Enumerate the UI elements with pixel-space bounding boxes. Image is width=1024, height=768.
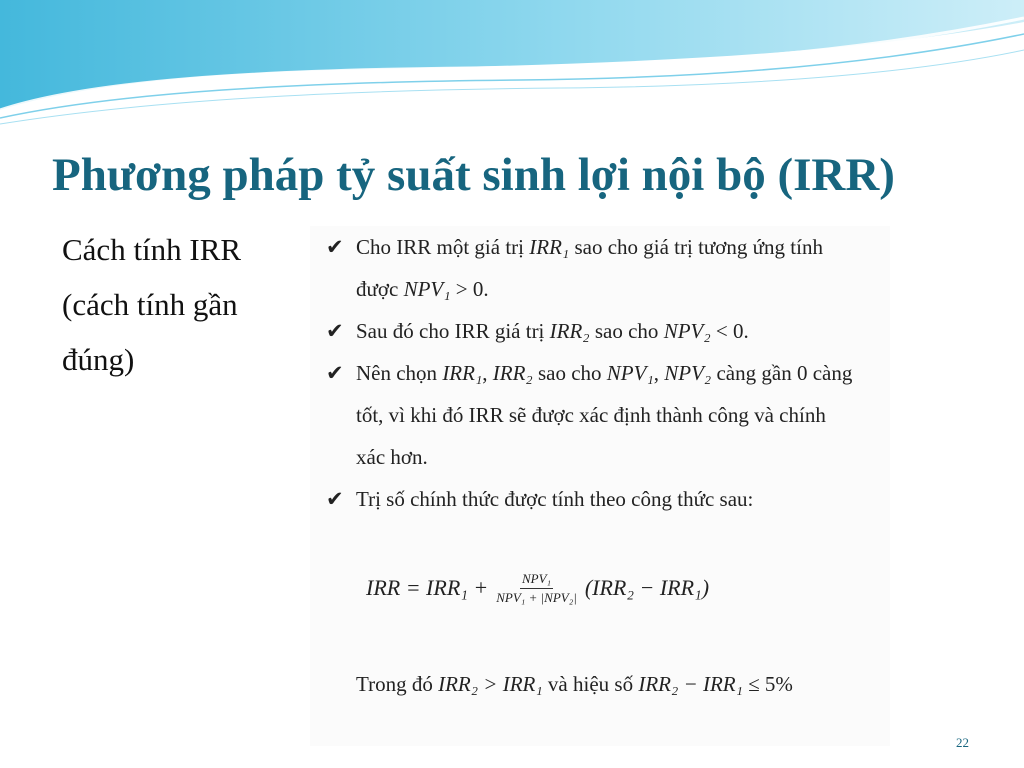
math-term: NPV₂ bbox=[664, 361, 712, 385]
condition-text: và hiệu số bbox=[542, 672, 639, 696]
math-term: NPV₂ bbox=[663, 319, 711, 343]
formula-numerator: NPV₁ bbox=[520, 571, 553, 589]
math-term: IRR₁ bbox=[529, 235, 570, 259]
method-label-line: (cách tính gần bbox=[62, 287, 238, 322]
condition-text: ≤ 5% bbox=[742, 672, 793, 696]
bullet-list bbox=[324, 226, 854, 520]
method-label-line: Cách tính IRR bbox=[62, 232, 242, 267]
check-icon: ✔ bbox=[326, 487, 344, 511]
bullet-text: Trị số chính thức được tính theo công thức sau: bbox=[356, 487, 754, 511]
math-term: IRR₂ > IRR₁ bbox=[438, 672, 543, 696]
math-term: IRR₁ bbox=[442, 361, 483, 385]
method-label-line: đúng) bbox=[62, 342, 135, 377]
bullet-text: > 0. bbox=[450, 277, 489, 301]
bullet-text: Cho IRR một giá trị bbox=[356, 235, 530, 259]
header-wave-decoration bbox=[0, 0, 1024, 130]
page-number: 22 bbox=[956, 735, 969, 750]
math-term: IRR₂ − IRR₁ bbox=[638, 672, 743, 696]
bullet-item bbox=[324, 226, 854, 310]
math-term: NPV₁ bbox=[403, 277, 451, 301]
bullet-item bbox=[324, 352, 854, 478]
bullet-text: < 0. bbox=[710, 319, 749, 343]
formula-rhs: (IRR₂ − IRR₁) bbox=[584, 575, 710, 600]
bullet-text: , bbox=[653, 361, 665, 385]
method-label bbox=[62, 222, 302, 387]
math-term: IRR₂ bbox=[549, 319, 590, 343]
bullet-text: Nên chọn bbox=[356, 361, 443, 385]
check-icon: ✔ bbox=[326, 319, 344, 343]
formula-lhs: IRR = IRR₁ + bbox=[366, 575, 489, 600]
condition-text: Trong đó bbox=[356, 672, 439, 696]
math-term: IRR₂ bbox=[492, 361, 533, 385]
formula-denominator: NPV₁ + |NPV₂| bbox=[496, 589, 577, 605]
content-panel bbox=[310, 226, 890, 746]
math-term: NPV₁ bbox=[606, 361, 654, 385]
formula-fraction bbox=[496, 571, 577, 606]
bullet-item bbox=[324, 478, 854, 520]
bullet-item bbox=[324, 310, 854, 352]
bullet-text: càng gần 0 càng tốt, vì khi đó IRR sẽ được xác định thành công và chính xác hơn. bbox=[356, 361, 853, 469]
bullet-text: Sau đó cho IRR giá trị bbox=[356, 319, 550, 343]
bullet-text: sao cho bbox=[589, 319, 664, 343]
check-icon: ✔ bbox=[326, 235, 344, 259]
bullet-text: sao cho bbox=[532, 361, 607, 385]
bullet-text: , bbox=[482, 361, 493, 385]
irr-formula bbox=[366, 563, 866, 613]
slide-title: Phương pháp tỷ suất sinh lợi nội bộ (IRR) bbox=[52, 149, 895, 201]
formula-condition bbox=[356, 662, 846, 706]
check-icon: ✔ bbox=[326, 361, 344, 385]
bullet-text: sao cho giá trị tương ứng tính được bbox=[356, 235, 823, 301]
